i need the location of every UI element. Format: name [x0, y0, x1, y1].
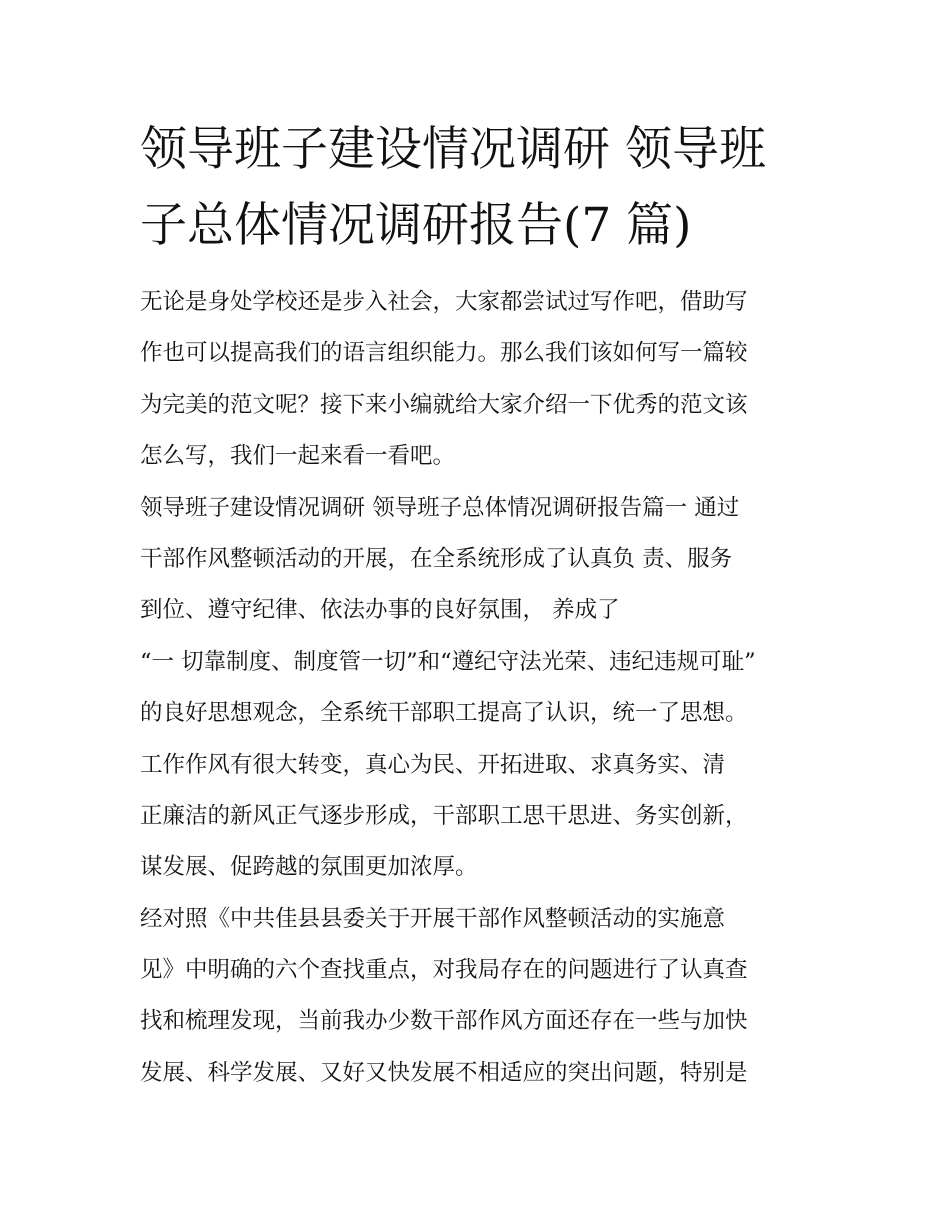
body-line: 干部作风整顿活动的开展，在全系统形成了认真负 责、服务	[140, 545, 733, 572]
title-line: 子总体情况调研报告(7 篇)	[140, 198, 692, 253]
body-line: 领导班子建设情况调研 领导班子总体情况调研报告篇一 通过	[140, 494, 740, 521]
body-line: 工作作风有很大转变，真心为民、开拓进取、求真务实、清	[140, 751, 726, 778]
body-line: 经对照《中共佳县县委关于开展干部作风整顿活动的实施意	[140, 905, 726, 932]
document-body	[140, 283, 830, 1105]
body-line: “一 切靠制度、制度管一切”和“遵纪守法光荣、违纪违规可耻”	[140, 648, 756, 675]
body-line: 发展、科学发展、又好又快发展不相适应的突出问题，特别是	[140, 1059, 748, 1086]
document-title	[140, 112, 830, 264]
body-line: 怎么写，我们一起来看一看吧。	[140, 443, 456, 470]
title-line: 领导班子建设情况调研 领导班	[140, 122, 766, 177]
body-line: 找和梳理发现，当前我办少数干部作风方面还存在一些与加快	[140, 1008, 748, 1035]
body-line: 作也可以提高我们的语言组织能力。那么我们该如何写一篇较	[140, 340, 748, 367]
body-line: 谋发展、促跨越的氛围更加浓厚。	[140, 854, 478, 881]
body-line: 为完美的范文呢？接下来小编就给大家介绍一下优秀的范文该	[140, 391, 748, 418]
body-line: 见》中明确的六个查找重点，对我局存在的问题进行了认真查	[140, 957, 748, 984]
body-line: 正廉洁的新风正气逐步形成，干部职工思干思进、务实创新，	[140, 802, 748, 829]
body-line: 无论是身处学校还是步入社会，大家都尝试过写作吧，借助写	[140, 289, 748, 315]
body-line: 的良好思想观念，全系统干部职工提高了认识，统一了思想。	[140, 700, 748, 727]
body-line: 到位、遵守纪律、依法办事的良好氛围， 养成了	[140, 597, 620, 624]
